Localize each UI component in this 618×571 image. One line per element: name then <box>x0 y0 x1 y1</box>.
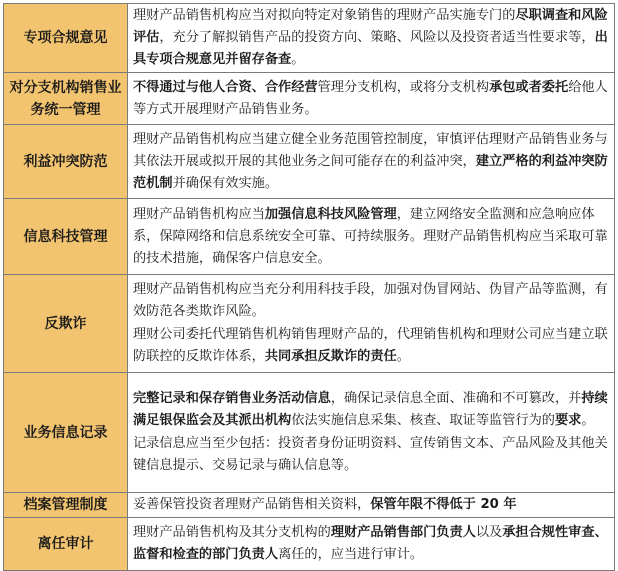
emphasis-text: 承包或者委托 <box>489 79 569 95</box>
row-heading: 业务信息记录 <box>4 373 128 493</box>
body-text: 理财产品销售机构应当充分利用科技手段，加强对伪冒网站、伪冒产品等监测，有效防范各类欺诈风险。 <box>133 282 608 319</box>
regulation-table <box>3 3 615 571</box>
row-heading: 反欺诈 <box>4 275 128 373</box>
body-text: 妥善保管投资者理财产品销售相关资料， <box>133 497 371 512</box>
table-row <box>4 275 615 373</box>
table-row <box>4 518 615 571</box>
content-paragraph <box>133 388 610 432</box>
row-content <box>128 275 615 373</box>
body-text: 离任的，应当进行审计。 <box>278 547 424 562</box>
body-text: 理财公司委托代理销售机构销售理财产品的，代理销售机构和理财公司应当建立联防联控的反欺诈体系， <box>133 327 608 364</box>
table-row <box>4 125 615 199</box>
emphasis-text: 保管年限不得低于 20 年 <box>370 497 517 512</box>
row-heading: 利益冲突防范 <box>4 125 128 199</box>
row-heading: 对分支机构销售业务统一管理 <box>4 73 128 125</box>
body-text: 给他人等方式开展理财产品销售业务。 <box>133 79 608 117</box>
content-paragraph <box>133 522 610 566</box>
table-row <box>4 373 615 493</box>
row-heading: 信息科技管理 <box>4 199 128 275</box>
body-text: 。 <box>581 413 595 428</box>
emphasis-text: 理财产品销售部门负责人 <box>330 525 476 540</box>
content-paragraph <box>133 129 610 195</box>
content-paragraph <box>133 5 610 71</box>
emphasis-text: 尽职调查和风险评估 <box>133 8 608 45</box>
body-text: 记录信息应当至少包括：投资者身份证明资料、宣传销售文本、产品风险及其他关键信息提示、交易记录与确认信息等。 <box>133 436 608 473</box>
row-content <box>128 4 615 73</box>
body-text: 理财产品销售机构应当建立健全业务范围管控制度，审慎评估理财产品销售业务与其依法开展或拟开展的其他业务之间可能存在的利益冲突， <box>133 131 608 169</box>
row-content <box>128 373 615 493</box>
body-text: ，充分了解拟销售产品的投资方向、策略、风险以及投资者适当性要求等， <box>159 30 595 45</box>
content-paragraph <box>133 324 610 368</box>
content-paragraph <box>133 279 610 323</box>
row-content <box>128 199 615 275</box>
emphasis-text: 要求 <box>555 413 582 428</box>
emphasis-text: 出具专项合规意见并留存备查 <box>133 30 608 67</box>
emphasis-text: 不得通过与他人合资、合作经营 <box>133 79 318 95</box>
row-content <box>128 73 615 125</box>
body-text: 理财产品销售机构应当对拟向特定对象销售的理财产品实施专门的 <box>133 8 516 23</box>
body-text: 理财产品销售机构应当 <box>133 206 265 222</box>
row-content <box>128 125 615 199</box>
body-text: ，建立网络安全监测和应急响应体系，保障网络和信息系统安全可靠、可持续服务。理财产品销售机构应当采取可靠的技术措施，确保客户信息安全。 <box>133 206 608 266</box>
table-row <box>4 73 615 125</box>
regulation-table-body <box>4 4 615 571</box>
table-row <box>4 493 615 518</box>
row-heading: 档案管理制度 <box>4 493 128 518</box>
emphasis-text: 加强信息科技风险管理 <box>264 206 397 222</box>
body-text: 。 <box>291 52 305 67</box>
emphasis-text: 建立严格的利益冲突防范机制 <box>133 153 608 191</box>
body-text: ，确保记录信息全面、准确和不可篡改，并 <box>330 391 582 406</box>
body-text: 以及 <box>475 525 503 540</box>
row-heading: 离任审计 <box>4 518 128 571</box>
content-paragraph <box>133 494 610 516</box>
body-text: 管理分支机构，或将分支机构 <box>317 79 490 95</box>
row-content <box>128 518 615 571</box>
emphasis-text: 完整记录和保存销售业务活动信息 <box>133 391 331 406</box>
emphasis-text: 持续满足银保监会及其派出机构 <box>133 391 608 428</box>
table-row <box>4 4 615 73</box>
content-paragraph <box>133 433 610 477</box>
body-text: 。 <box>396 349 410 364</box>
emphasis-text: 承担合规性审查、监督和检查的部门负责人 <box>133 525 608 562</box>
body-text: 并确保有效实施。 <box>172 175 279 191</box>
row-heading: 专项合规意见 <box>4 4 128 73</box>
table-row <box>4 199 615 275</box>
content-paragraph <box>133 77 610 121</box>
emphasis-text: 共同承担反欺诈的责任 <box>264 349 397 364</box>
body-text: 依法实施信息采集、核查、取证等监管行为的 <box>291 413 555 428</box>
row-content <box>128 493 615 518</box>
content-paragraph <box>133 204 610 270</box>
body-text: 理财产品销售机构及其分支机构的 <box>133 525 331 540</box>
